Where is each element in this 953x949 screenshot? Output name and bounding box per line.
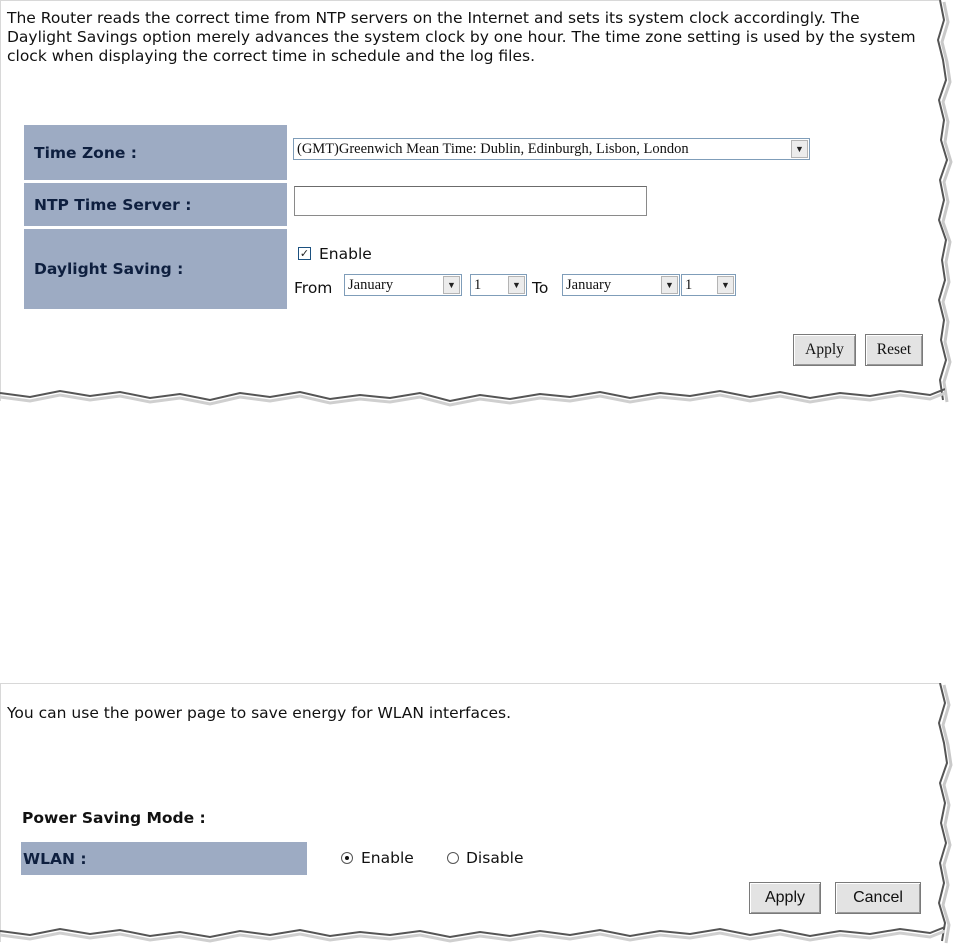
from-month-select[interactable] <box>344 274 462 296</box>
chevron-down-icon[interactable]: ▼ <box>791 140 808 158</box>
time-zone-select[interactable] <box>293 138 810 160</box>
daylight-enable-label: Enable <box>319 245 372 263</box>
from-day-value: 1 <box>474 276 482 293</box>
to-month-select[interactable] <box>562 274 680 296</box>
wlan-label: WLAN : <box>21 842 307 875</box>
chevron-down-icon[interactable]: ▼ <box>661 276 678 294</box>
from-day-select[interactable] <box>470 274 527 296</box>
wlan-enable-label: Enable <box>361 849 414 867</box>
chevron-down-icon[interactable]: ▼ <box>443 276 460 294</box>
wlan-disable-label: Disable <box>466 849 524 867</box>
ntp-server-input[interactable] <box>294 186 647 216</box>
power-description: You can use the power page to save energy for WLAN interfaces. <box>7 704 512 722</box>
daylight-enable-checkbox[interactable] <box>298 247 311 260</box>
apply-button[interactable]: Apply <box>793 334 856 366</box>
check-icon: ✓ <box>299 247 310 260</box>
time-zone-label: Time Zone : <box>24 125 287 180</box>
from-label: From <box>294 279 333 297</box>
daylight-saving-label: Daylight Saving : <box>24 229 287 309</box>
to-day-select[interactable] <box>681 274 736 296</box>
time-settings-panel <box>0 0 941 401</box>
wlan-disable-radio[interactable] <box>447 852 459 864</box>
chevron-down-icon[interactable]: ▼ <box>717 276 734 294</box>
to-month-value: January <box>566 276 612 293</box>
wlan-enable-radio[interactable] <box>341 852 353 864</box>
time-description: The Router reads the correct time from NTP servers on the Internet and sets its system clock accordingly. The Daylight Savings option merely advances the system clock by one hour. The time zone setting is used by the system clock when displaying the correct time in schedule and the log files. <box>7 9 916 65</box>
time-zone-value: (GMT)Greenwich Mean Time: Dublin, Edinburgh, Lisbon, London <box>297 140 689 157</box>
apply-button[interactable]: Apply <box>749 882 821 914</box>
from-month-value: January <box>348 276 394 293</box>
cancel-button[interactable]: Cancel <box>835 882 921 914</box>
ntp-server-label: NTP Time Server : <box>24 183 287 226</box>
reset-button[interactable]: Reset <box>865 334 923 366</box>
chevron-down-icon[interactable]: ▼ <box>508 276 525 294</box>
to-day-value: 1 <box>685 276 693 293</box>
power-saving-mode-title: Power Saving Mode : <box>22 809 206 827</box>
to-label: To <box>532 279 549 297</box>
